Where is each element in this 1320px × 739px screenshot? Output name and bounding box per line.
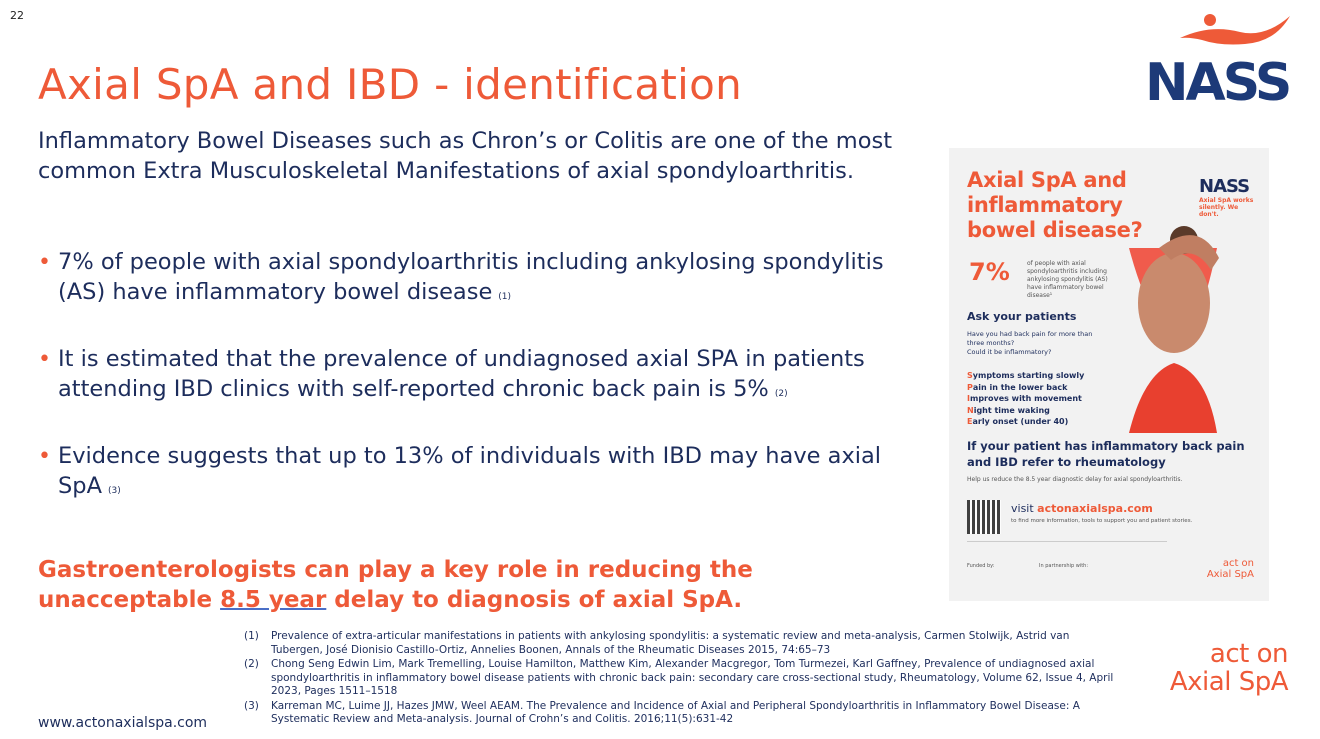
- poster-symptom-list: [967, 370, 1084, 428]
- bullet-item: [38, 248, 928, 312]
- poster-question: Could it be inflammatory?: [967, 348, 1052, 356]
- poster-refer-heading: If your patient has inflammatory back pain and IBD refer to rheumatology: [967, 439, 1245, 469]
- reference-number: (1): [244, 630, 259, 642]
- reference-text: Chong Seng Edwin Lim, Mark Tremelling, Louise Hamilton, Matthew Kim, Alexander Macgregor, Tom Turmezei, Karl Gaffney, Prevalence of undiagnosed axial spondyloarthritis in inflammatory bowel disease patients with chronic back pain: secondary care cross-sectional study, Rheumatology, Volume 62, Issue 4, April 2023, Pages 1511–1518: [271, 658, 1114, 697]
- poster-stat-text: of people with axial spondyloarthritis including ankylosing spondylitis (AS) have inflammatory bowel disease¹: [1027, 260, 1108, 299]
- bullet-text: 7% of people with axial spondyloarthritis including ankylosing spondylitis (AS) have inflammatory bowel disease: [58, 249, 884, 305]
- poster-symptom: Night time waking: [967, 405, 1050, 415]
- poster-nass-logo: [1199, 176, 1259, 218]
- poster-symptom: Early onset (under 40): [967, 417, 1069, 426]
- hourglass-bottom-icon: [1129, 363, 1217, 433]
- nass-logo: [1140, 10, 1295, 105]
- poster-nass-logo-text: NASS: [1199, 176, 1250, 197]
- nass-logo-text: NASS: [1145, 53, 1290, 105]
- cta-text: Gastroenterologists can play a key role in reducing the unacceptable: [38, 557, 753, 613]
- logo-swoosh-icon: [1180, 16, 1290, 45]
- act-on-logo-line2: Axial SpA: [1169, 667, 1288, 697]
- reference-marker: (2): [774, 388, 788, 399]
- bullet-text: It is estimated that the prevalence of undiagnosed axial SPA in patients attending IBD clinics with self-reported chronic back pain is 5%: [58, 346, 865, 402]
- qr-code-icon: [967, 500, 1001, 534]
- poster-visit-sub: to find more information, tools to support you and patient stories.: [1011, 518, 1193, 524]
- cta-highlight: 8.5 year: [220, 587, 327, 613]
- poster-symptom: Symptoms starting slowly: [967, 371, 1085, 380]
- poster-symptom: Pain in the lower back: [967, 382, 1068, 392]
- patient-back-icon: [1138, 253, 1210, 353]
- reference-item: [244, 700, 1124, 727]
- bullet-list: [38, 248, 928, 539]
- reference-list: [244, 630, 1124, 728]
- bullet-item: [38, 345, 928, 409]
- reference-number: (2): [244, 658, 259, 670]
- call-to-action: [38, 555, 898, 615]
- slide-number: 22: [10, 9, 24, 22]
- reference-text: Prevalence of extra-articular manifestations in patients with ankylosing spondylitis: a systematic review and meta-analysis, Carmen Stolwijk, Astrid van Tubergen, José Dionisio Castillo-Ortiz, Annelies Boonen, Annals of the Rheumatic Diseases 2015, 74:65–73: [271, 630, 1070, 656]
- poster-questions: [967, 330, 1097, 357]
- poster-partnership: In partnership with:: [1039, 563, 1089, 569]
- reference-item: [244, 630, 1124, 657]
- bullet-dot-icon: •: [38, 347, 51, 372]
- reference-text: Karreman MC, Luime JJ, Hazes JMW, Weel AEAM. The Prevalence and Incidence of Axial and Peripheral Spondyloarthritis in Inflammatory Bowel Disease: A Systematic Review and Meta-analysis. Journal of Crohn’s and Colitis. 2016;11(5):631-42: [271, 699, 1080, 725]
- poster-question: Have you had back pain for more than three months?: [967, 330, 1093, 347]
- act-on-axial-spa-logo: [1148, 640, 1288, 696]
- slide-title: Axial SpA and IBD - identification: [38, 60, 743, 109]
- poster-divider: [967, 541, 1167, 552]
- bullet-dot-icon: •: [38, 250, 51, 275]
- poster-help-text: Help us reduce the 8.5 year diagnostic delay for axial spondyloarthritis.: [967, 476, 1183, 483]
- act-on-logo-line1: act on: [1209, 639, 1288, 669]
- poster-nass-tagline: Axial SpA works silently. We don't.: [1199, 197, 1254, 218]
- poster-stat: 7%: [969, 258, 1010, 286]
- poster-symptom: Improves with movement: [967, 394, 1082, 403]
- cta-text-end: delay to diagnosis of axial SpA.: [326, 587, 743, 613]
- bullet-dot-icon: •: [38, 444, 51, 469]
- bullet-item: [38, 442, 928, 506]
- bullet-text: Evidence suggests that up to 13% of individuals with IBD may have axial SpA: [58, 443, 882, 499]
- reference-marker: (3): [107, 485, 121, 496]
- intro-paragraph: Inflammatory Bowel Diseases such as Chron’s or Colitis are one of the most common Extra Musculoskeletal Manifestations of axial spondyloarthritis.: [38, 128, 893, 184]
- reference-marker: (1): [498, 291, 512, 302]
- poster-act-on-logo: act on Axial SpA: [1206, 558, 1254, 580]
- poster-ask-heading: Ask your patients: [967, 310, 1077, 323]
- reference-number: (3): [244, 699, 259, 712]
- poster-funded-by: Funded by:: [967, 563, 995, 569]
- poster-title: Axial SpA and inflammatory bowel disease?: [967, 168, 1143, 242]
- website-url[interactable]: www.actonaxialspa.com: [38, 715, 208, 731]
- logo-figure-head-icon: [1204, 14, 1216, 26]
- poster-visit: visit actonaxialspa.com: [1011, 502, 1153, 515]
- poster-image: [949, 148, 1269, 601]
- reference-item: [244, 658, 1124, 699]
